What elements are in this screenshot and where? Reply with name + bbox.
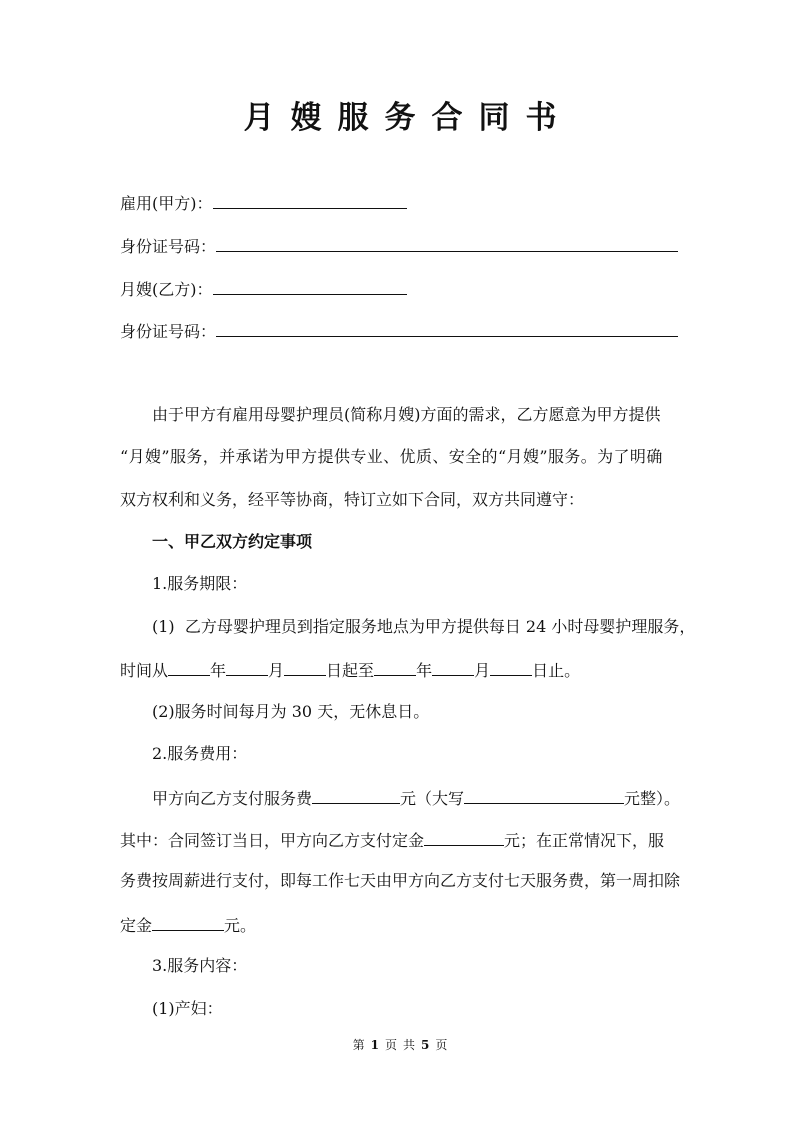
- footer-post: 页: [435, 1038, 448, 1052]
- start-day-blank[interactable]: [284, 657, 326, 676]
- end-month-blank[interactable]: [432, 657, 474, 676]
- employer-field: [120, 190, 407, 216]
- item-3-title: 3.服务内容：: [152, 956, 248, 975]
- end-day-text: 日止。: [532, 661, 581, 680]
- footer-pre: 第: [352, 1038, 365, 1052]
- employer-id-label: 身份证号码：: [120, 237, 217, 256]
- nanny-id-blank[interactable]: [216, 318, 678, 337]
- fee-uppercase-text: 元（大写: [400, 789, 465, 808]
- footer-mid1: 页: [384, 1038, 397, 1052]
- nanny-blank[interactable]: [213, 276, 407, 295]
- employer-id-field: [120, 233, 678, 259]
- intro-line-3: 双方权利和义务，经平等协商，特订立如下合同，双方共同遵守：: [120, 490, 585, 509]
- intro-line-2: “月嫂”服务，并承诺为甲方提供专业、优质、安全的“月嫂”服务。为了明确: [120, 447, 663, 466]
- deposit-blank[interactable]: [424, 827, 504, 846]
- item-2-title: 2.服务费用：: [152, 744, 248, 763]
- section-1-heading: 一、甲乙双方约定事项: [152, 532, 313, 551]
- fee-uppercase-blank[interactable]: [464, 785, 624, 804]
- intro-line-1: 由于甲方有雇用母婴护理员(简称月嫂)方面的需求，乙方愿意为甲方提供: [152, 405, 661, 424]
- item-2-line-4: [120, 912, 685, 938]
- deposit2-blank[interactable]: [152, 912, 224, 931]
- deposit-text: 其中：合同签订当日，甲方向乙方支付定金: [120, 831, 425, 850]
- item-2-line-2: [120, 827, 685, 853]
- nanny-field: [120, 276, 407, 302]
- end-year-text: 年: [416, 661, 433, 680]
- fee-end-text: 元整）。: [624, 789, 681, 808]
- document-title: 月嫂服务合同书: [243, 100, 573, 136]
- deposit-end-text: 元；在正常情况下，服: [504, 831, 665, 850]
- item-1-title: 1.服务期限：: [152, 574, 248, 593]
- time-from-text: 时间从: [120, 661, 169, 680]
- nanny-id-label: 身份证号码：: [120, 322, 217, 341]
- employer-id-blank[interactable]: [216, 233, 678, 252]
- month-text: 月: [268, 661, 285, 680]
- start-month-blank[interactable]: [226, 657, 268, 676]
- employer-blank[interactable]: [213, 190, 407, 209]
- fee-text: 甲方向乙方支付服务费: [152, 789, 313, 808]
- employer-label: 雇用(甲方)：: [120, 194, 213, 213]
- item-1-p2: (2)服务时间每月为 30 天，无休息日。: [152, 702, 430, 721]
- page-footer: [0, 1036, 800, 1054]
- footer-mid2: 共: [403, 1038, 416, 1052]
- item-2-line-1: [152, 785, 717, 811]
- fee-amount-blank[interactable]: [312, 785, 400, 804]
- end-month-text: 月: [474, 661, 491, 680]
- item-2-line-3: 务费按周薪进行支付，即每工作七天由甲方向乙方支付七天服务费，第一周扣除: [120, 871, 681, 890]
- item-1-p1-line-2: [120, 657, 685, 683]
- deposit2-text: 定金: [120, 916, 153, 935]
- nanny-id-field: [120, 318, 678, 344]
- year-text: 年: [210, 661, 227, 680]
- item-1-p1-line-1: (1) 乙方母婴护理员到指定服务地点为甲方提供每日 24 小时母婴护理服务，: [152, 617, 696, 636]
- start-year-blank[interactable]: [168, 657, 210, 676]
- footer-total-pages: 5: [421, 1038, 430, 1052]
- nanny-label: 月嫂(乙方)：: [120, 280, 213, 299]
- day-start-text: 日起至: [326, 661, 375, 680]
- footer-page-number: 1: [370, 1038, 379, 1052]
- end-year-blank[interactable]: [374, 657, 416, 676]
- end-day-blank[interactable]: [490, 657, 532, 676]
- deposit2-end-text: 元。: [224, 916, 257, 935]
- item-3-sub-1: (1)产妇：: [152, 999, 223, 1018]
